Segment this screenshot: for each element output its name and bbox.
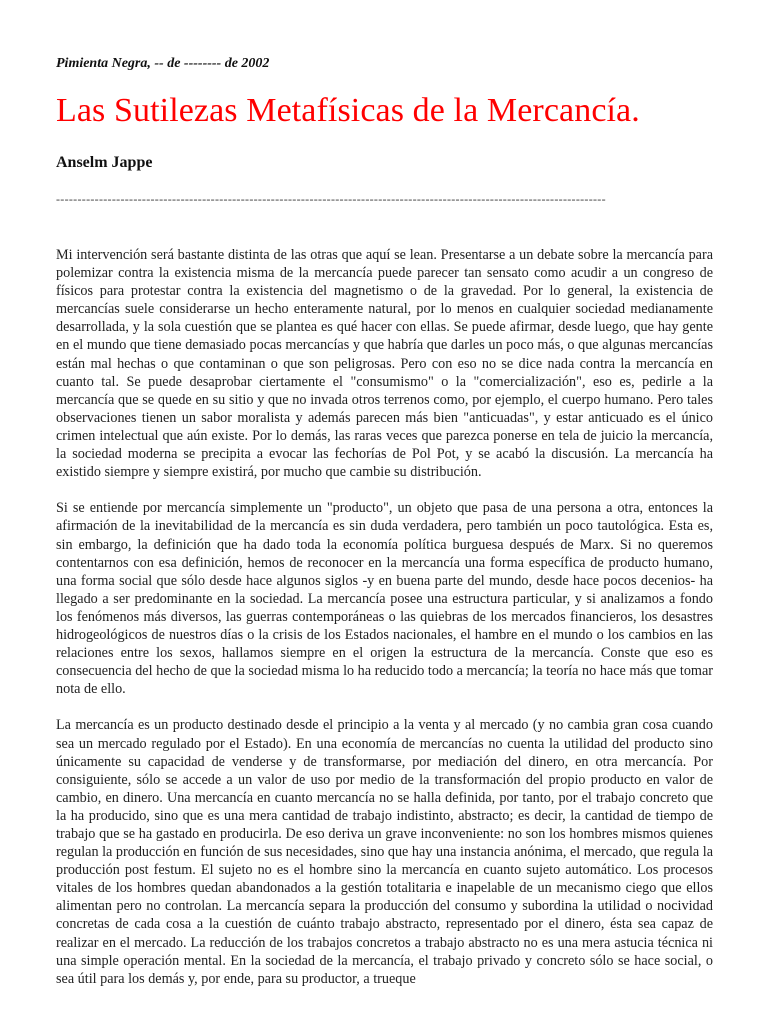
source-line: Pimienta Negra, -- de -------- de 2002 [56,56,270,71]
article-body [56,246,713,1006]
dashed-separator: -------------------------------------------------------------------------------------------------------------------------------- [56,192,606,206]
author-name: Anselm Jappe [56,154,153,171]
article-title: Las Sutilezas Metafísicas de la Mercancía. [56,92,640,129]
paragraph-1: Mi intervención será bastante distinta de las otras que aquí se lean. Presentarse a un debate sobre la mercancía para polemizar contra la existencia misma de la mercancía puede parecer tan sensato como acudir a un congreso de físicos para protestar contra la existencia del magnetismo o de la gravedad. Por lo general, la existencia de mercancías suele considerarse un hecho enteramente natural, por lo menos en cualquier sociedad medianamente desarrollada, y la sola cuestión que se plantea es qué hacer con ellas. Se puede afirmar, desde luego, que hay gente en el mundo que tiene demasiado pocas mercancías y que habría que darles un poco más, o que algunas mercancías están mal hechas o que contaminan o que son peligrosas. Pero con eso no se dice nada contra la mercancía en cuanto tal. Se puede desaprobar ciertamente el "consumismo" o la "comercialización", eso es, pedirle a la mercancía que se quede en su sitio y que no invada otros terrenos como, por ejemplo, el cuerpo humano. Pero tales observaciones tienen un sabor moralista y además parecen más bien "anticuadas", y estar anticuado es el único crimen intelectual que aún existe. Por lo demás, las raras veces que parezca ponerse en tela de juicio la mercancía, la sociedad moderna se precipita a evocar las fechorías de Pol Pot, y se acabó la discusión. La mercancía ha existido siempre y siempre existirá, por mucho que cambie su distribución. [56,247,713,481]
paragraph-2: Si se entiende por mercancía simplemente un "producto", un objeto que pasa de una persona a otra, entonces la afirmación de la inevitabilidad de la mercancía es sin duda verdadera, pero también un poco tautológica. Esta es, sin embargo, la definición que ha dado toda la economía política burguesa después de Marx. Si no queremos contentarnos con esa definición, hemos de reconocer en la mercancía una forma específica de producto humano, una forma social que sólo desde hace algunos siglos -y en buena parte del mundo, desde hace pocos decenios- ha llegado a ser predominante en la sociedad. La mercancía posee una estructura particular, y si analizamos a fondo los fenómenos más diversos, las guerras contemporáneas o las quiebras de los mercados financieros, los desastres hidrogeológicos de nuestros días o la crisis de los Estados nacionales, el hambre en el mundo o los cambios en las relaciones entre los sexos, hallamos siempre en el origen la estructura de la mercancía. Conste que eso es consecuencia del hecho de que la sociedad misma lo ha reducido todo a mercancía; la teoría no hace más que tomar nota de ello. [56,500,713,698]
paragraph-3: La mercancía es un producto destinado desde el principio a la venta y al mercado (y no cambia gran cosa cuando sea un mercado regulado por el Estado). En una economía de mercancías no cuenta la utilidad del producto sino únicamente su capacidad de venderse y de transformarse, por mediación del dinero, en otra mercancía. Por consiguiente, sólo se accede a un valor de uso por medio de la transformación del propio producto en valor de cambio, en dinero. Una mercancía en cuanto mercancía no se halla definida, por tanto, por el trabajo concreto que la ha producido, sino que es una mera cantidad de trabajo indistinto, abstracto; es decir, la cantidad de tiempo de trabajo que se ha gastado en producirla. De eso deriva un grave inconveniente: no son los hombres mismos quienes regulan la producción en función de sus necesidades, sino que hay una instancia anónima, el mercado, que regula la producción post festum. El sujeto no es el hombre sino la mercancía en cuanto sujeto automático. Los procesos vitales de los hombres quedan abandonados a la gestión totalitaria e inapelable de un mecanismo ciego que ellos alimentan pero no controlan. La mercancía separa la producción del consumo y subordina la utilidad o nocividad concretas de cada cosa a la cuestión de cuánto trabajo abstracto, representado por el dinero, ésta sea capaz de realizar en el mercado. La reducción de los trabajos concretos a trabajo abstracto no es una mera astucia técnica ni una simple operación mental. En la sociedad de la mercancía, el trabajo privado y concreto sólo se hace social, o sea útil para los demás y, por ende, para su productor, a trueque [56,717,713,987]
